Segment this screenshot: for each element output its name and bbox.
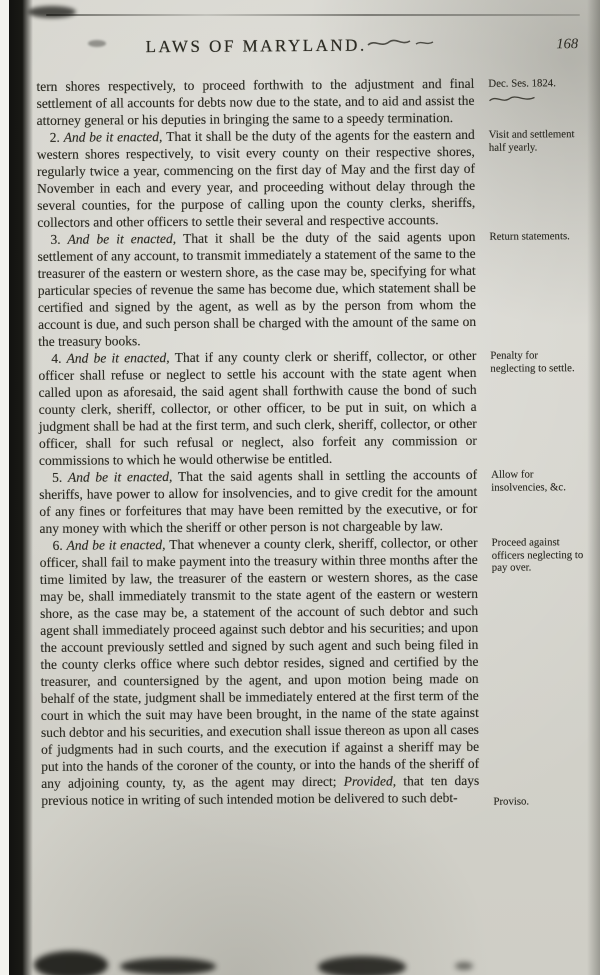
margin-note-text: Visit and settlement half yearly. [488, 128, 575, 154]
page-header [36, 24, 586, 78]
binding-shadow [9, 0, 33, 975]
margin-note-text: Allow for insolvencies, &c. [491, 468, 566, 494]
paragraph-row [40, 533, 592, 809]
enacting-phrase: And be it enacted, [67, 468, 179, 485]
enacting-phrase: And be it enacted, [66, 537, 170, 553]
session-note: Dec. Ses. 1824. [488, 77, 556, 90]
page-number: 168 [556, 36, 579, 53]
ink-smudge [28, 6, 76, 18]
paragraph-number: 2. [49, 129, 64, 145]
paragraph-text: tern shores respectively, to proceed forthwith to the adjustment and final settlement of all accounts for debts now due to the state, and to aid and assist the attorney general or his deputies in bringing the same to a speedy termination. [36, 75, 475, 128]
margin-note [489, 227, 583, 243]
paragraph [40, 534, 480, 809]
margin-note [490, 346, 584, 375]
margin-note [492, 533, 588, 806]
margin-note-text: Penalty for neglecting to settle. [490, 349, 575, 375]
paragraph-text: That it shall be the duty of the said agents upon settlement of any account, to transmit immediately a statement of the same to the treasurer of the eastern or western shore, as the case may be, specifying for what particular species of revenue the same has become due, which statement shall be certified and signed by the agent, as well as by the person from whom the account is due, and such person shall be charged with the amount of the same on the treasury books. [37, 228, 477, 349]
enacting-phrase: And be it enacted, [66, 349, 175, 366]
paragraph [37, 228, 476, 350]
paragraph-text: that ten days previous notice in writing of such intended motion be delivered to such debt- [41, 772, 480, 808]
paragraph [39, 466, 477, 537]
paragraph [36, 75, 474, 129]
enacting-phrase: And be it enacted, [67, 230, 184, 247]
paragraph-text: That if any county clerk or sheriff, collector, or other officer shall refuse or neglect to settle his account with the state agent when called upon as aforesaid, the said agent shall forthwith cause the bond of such county clerk, sheriff, collector, or other officer, to be put in suit, on which a judgment shall be had at the first term, and such clerk, sheriff, collector, or other officer, shall for such refusal or neglect, also forfeit any commission or commissions to which he would otherwise be entitled. [38, 347, 477, 468]
margin-note-proviso: Proviso. [493, 795, 530, 808]
paragraph-row [39, 465, 589, 537]
paragraph-number: 6. [52, 537, 67, 553]
paragraph [37, 126, 476, 231]
ink-smudge [120, 958, 216, 975]
paragraph [38, 347, 477, 469]
paragraph-text: That the said agents shall in settling the accounts of sheriffs, have power to allow for insolvencies, and to give credit for the amount of any fines or forfeitures that may have been remitted by the executive, or for any money with which the sheriff or other person is not chargeable by law. [39, 466, 478, 536]
margin-note-session [488, 74, 582, 104]
paragraph-number: 5. [52, 469, 68, 485]
margin-note-text: Return statements. [489, 230, 570, 243]
page-body [36, 24, 591, 809]
margin-note-text: Proceed against officers neglecting to pay over. [491, 536, 584, 574]
paragraph-text: That it shall be the duty of the agents for the eastern and western shores respectively, to visit every county on their respective shores, regularly twice a year, commencing on the first day of May and the first day of November in each and every year, and proceeding without delay through the several counties, for the purpose of calling upon the county clerks, sheriffs, collectors and other officers to settle their several and respective accounts. [36, 126, 476, 230]
margin-note [491, 465, 585, 494]
paragraph-row [37, 125, 588, 231]
paragraph-text: That whenever a county clerk, sheriff, collector, or other officer, shall fail to make payment into the treasury within three months after the time limited by law, the treasurer of the eastern or western shores, as the case may be, shall immediately transmit to the state agent of the eastern or western shore, as the case may be, a statement of the account of such debtor and such agent shall immediately proceed against such debtor and his securities; and upon the account previously settled and signed by such agent and such being filed in the county clerks office where such debtor resides, signed and certified by the treasurer, and countersigned by the agent, and upon motion being made on behalf of the state, judgment shall be immediately entered at the first term of the court in which the suit may have been brought, in the name of the state against such debtor and his securities, and execution shall issue thereon as upon all cases of judgments had in such courts, and the execution if against a sheriff may be put into the hands of the coroner of the county, or into the hands of the sheriff of any adjoining county, ty, as the agent may direct; [39, 534, 480, 791]
paragraph-row [36, 74, 586, 129]
flourish-mark [488, 93, 536, 104]
paragraph-number: 3. [50, 231, 68, 247]
ink-smudge [318, 956, 406, 975]
enacting-phrase: And be it enacted, [63, 129, 167, 145]
paragraph-row [38, 346, 589, 469]
proviso-phrase: Provided, [343, 773, 404, 789]
scan-left-margin [0, 0, 9, 975]
margin-note [489, 125, 583, 154]
scan-top-rule-artifact [46, 14, 580, 16]
paragraph-number: 4. [51, 350, 67, 366]
ink-smudge [34, 951, 108, 975]
page-title: LAWS OF MARYLAND. [145, 35, 367, 57]
paragraph-row [37, 227, 588, 350]
ink-smudge [455, 962, 473, 970]
